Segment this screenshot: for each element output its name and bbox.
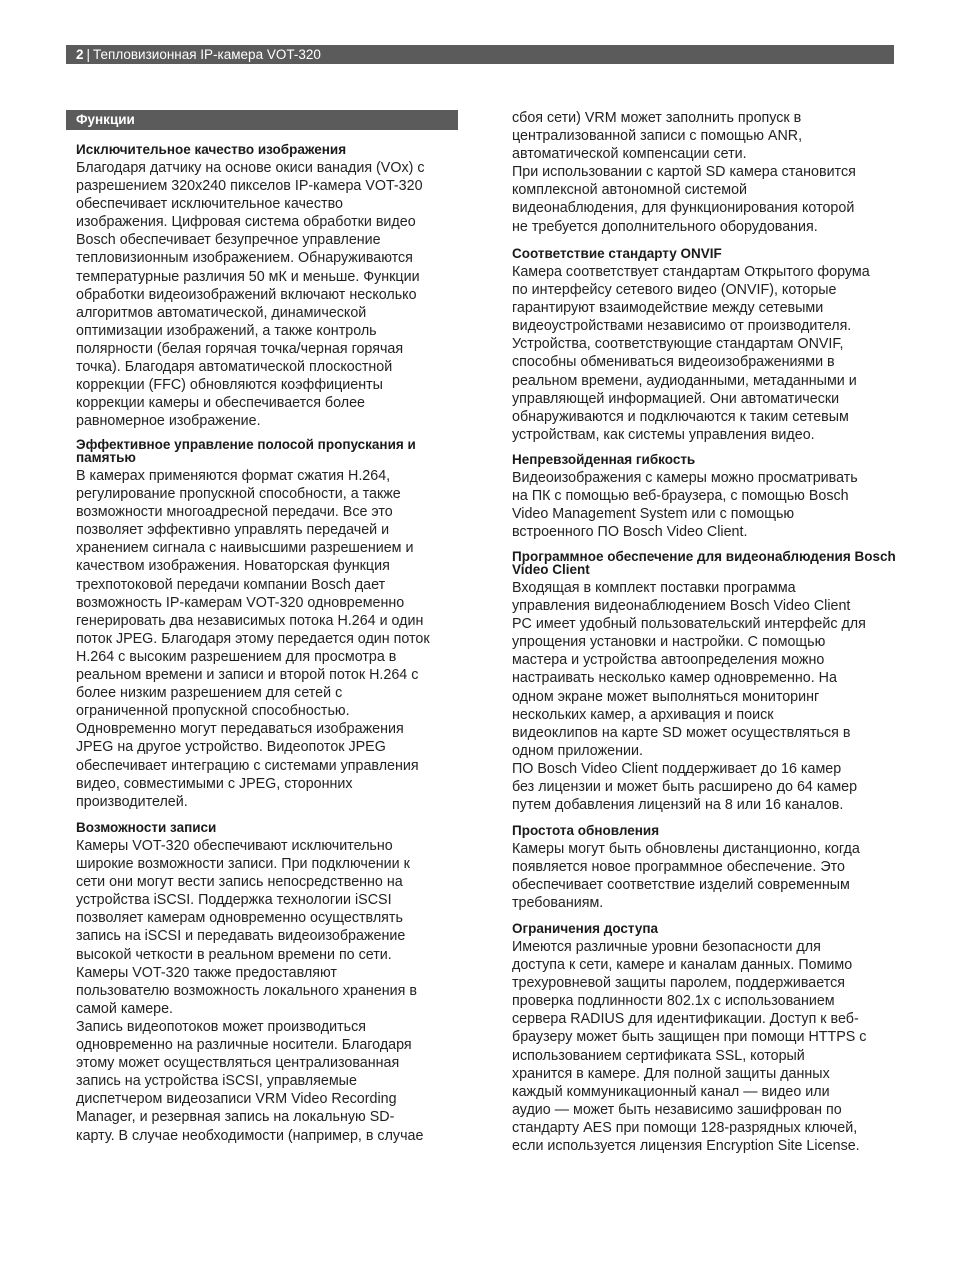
section-title-bar [66, 110, 458, 130]
document-title: Тепловизионная IP-камера VOT-320 [93, 47, 321, 62]
section-access-control [512, 922, 898, 1155]
paragraph: Запись видеопотоков может производиться одновременно на различные носители. Благодаря этому может осуществляться централизованная запись на устройства iSCSI, управляемые диспетчером видеозаписи VRM Video Recording Manager, и резервная запись на локальную SD- карту. В случае необходимости (например, в случае [76, 1018, 424, 1144]
section-video-client [512, 550, 898, 814]
section-heading: Возможности записи [76, 820, 217, 835]
page-header [66, 45, 894, 64]
paragraph: Имеются различные уровни безопасности для доступа к сети, камере и каналам данных. Помимо трехуровневой защиты паролем, поддерживается проверка подлинности 802.1x с использованием сервера RADIUS для идентификации. Доступ к веб- браузеру может быть защищен при помощи HTTPS с использованием сертификата SSL, который хранится в камере. Для полной защиты данных каждый коммуникационный канал — видео или аудио — может быть независимо зашифрован по стандарту AES при помощи 128-разрядных ключей, если используется лицензия Encryption Site License. [512, 939, 867, 1155]
section-updates [512, 824, 898, 912]
paragraph: Камеры VOT-320 обеспечивают исключительно широкие возможности записи. При подключении к сети они могут вести запись непосредственно на устройства iSCSI. Поддержка технологии iSCSI позволяет камерам одновременно осуществлять запись на iSCSI и передавать видеоизображение высокой четкости в реальном времени по сети. Камеры VOT-320 также предоставляют пользователю возможность локального хранения в самой камере. [76, 838, 417, 1017]
paragraph: Входящая в комплект поставки программа управления видеонаблюдением Bosch Video Client PC имеет удобный пользовательский интерфейс для упрощения установки и настройки. С помощью мастера и устройства автоопределения можно настраивать несколько камер одновременно. На одном экране может выполняться мониторинг нескольких камер, а архивация и поиск видеоклипов на карте SD может осуществляться в одном приложении. [512, 580, 866, 759]
section-recording [76, 821, 462, 1145]
section-image-quality [76, 143, 462, 430]
section-flexibility [512, 453, 898, 541]
section-heading: Соответствие стандарту ONVIF [512, 246, 722, 261]
paragraph: Видеоизображения с камеры можно просматривать на ПК с помощью веб-браузера, с помощью Bosch Video Management System или с помощью встроенного ПО Bosch Video Client. [512, 470, 858, 541]
section-title: Функции [76, 112, 135, 127]
section-heading: Непревзойденная гибкость [512, 452, 696, 467]
section-bandwidth [76, 438, 462, 811]
header-separator: | [86, 47, 91, 62]
paragraph: При использовании с картой SD камера становится комплексной автономной системой видеонаблюдения, для функционирования которой не требуется дополнительного оборудования. [512, 164, 856, 235]
section-onvif [512, 247, 898, 444]
paragraph: сбоя сети) VRM может заполнить пропуск в централизованной записи с помощью ANR, автоматической компенсации сети. [512, 110, 803, 163]
section-heading: Простота обновления [512, 823, 660, 838]
section-heading: Программное обеспечение для видеонаблюдения Bosch Video Client [512, 549, 896, 577]
section-heading: Ограничения доступа [512, 921, 659, 936]
section-heading: Исключительное качество изображения [76, 142, 347, 157]
page-number: 2 [76, 47, 84, 62]
paragraph: ПО Bosch Video Client поддерживает до 16 камер без лицензии и может быть расширено до 64 камер путем добавления лицензий на 8 или 16 каналов. [512, 760, 858, 814]
paragraph: Камеры могут быть обновлены дистанционно, когда появляется новое программное обеспечение. Это обеспечивает соответствие изделий современным требованиям. [512, 841, 860, 912]
paragraph: В камерах применяются формат сжатия H.264, регулирование пропускной способности, а также возможности многоадресной передачи. Все это позволяет эффективно управлять передачей и хранением сигнала с наивысшими разрешением и качеством изображения. Новаторская функция трехпотоковой передачи компании Bosch дает возможность IP-камерам VOT-320 одновременно генерировать два независимых потока H.264 и один поток JPEG. Благодаря этому передается один поток H.264 с высоким разрешением для просмотра в реальном времени и записи и второй поток H.264 с более низким разрешением для сетей с ограниченной пропускной способностью. Одновременно могут передаваться изображения JPEG на другое устройство. Видеопоток JPEG обеспечивает интеграцию с системами управления видео, совместимыми с JPEG, сторонних производителей. [76, 468, 430, 810]
paragraph: Камера соответствует стандартам Открытого форума по интерфейсу сетевого видео (ONVIF), которые гарантируют взаимодействие между сетевыми видеоустройствами независимо от производителя. Устройства, соответствующие стандартам ONVIF, способны обмениваться видеоизображениями в реальном времени, аудиоданными, метаданными и управляющей информацией. Они автоматически обнаруживаются и подключаются к таким сетевым устройствам, как системы управления видео. [512, 264, 870, 443]
section-recording-continued [512, 109, 898, 236]
paragraph: Благодаря датчику на основе окиси ванадия (VOx) с разрешением 320х240 пикселов IP-камера VOT-320 обеспечивает исключительное качество изображения. Цифровая система обработки видео Bosch обеспечивает безупречное управление тепловизионным изображением. Обнаруживаются температурные различия 50 мК и меньше. Функции обработки видеоизображений включают несколько алгоритмов автоматической, динамической оптимизации изображений, а также контроль полярности (белая горячая точка/черная горячая точка). Благодаря автоматической плоскостной коррекции (FFC) обновляются коэффициенты коррекции камеры и обеспечивается более равномерное изображение. [76, 160, 425, 430]
section-heading: Эффективное управление полосой пропускания и памятью [76, 437, 416, 465]
